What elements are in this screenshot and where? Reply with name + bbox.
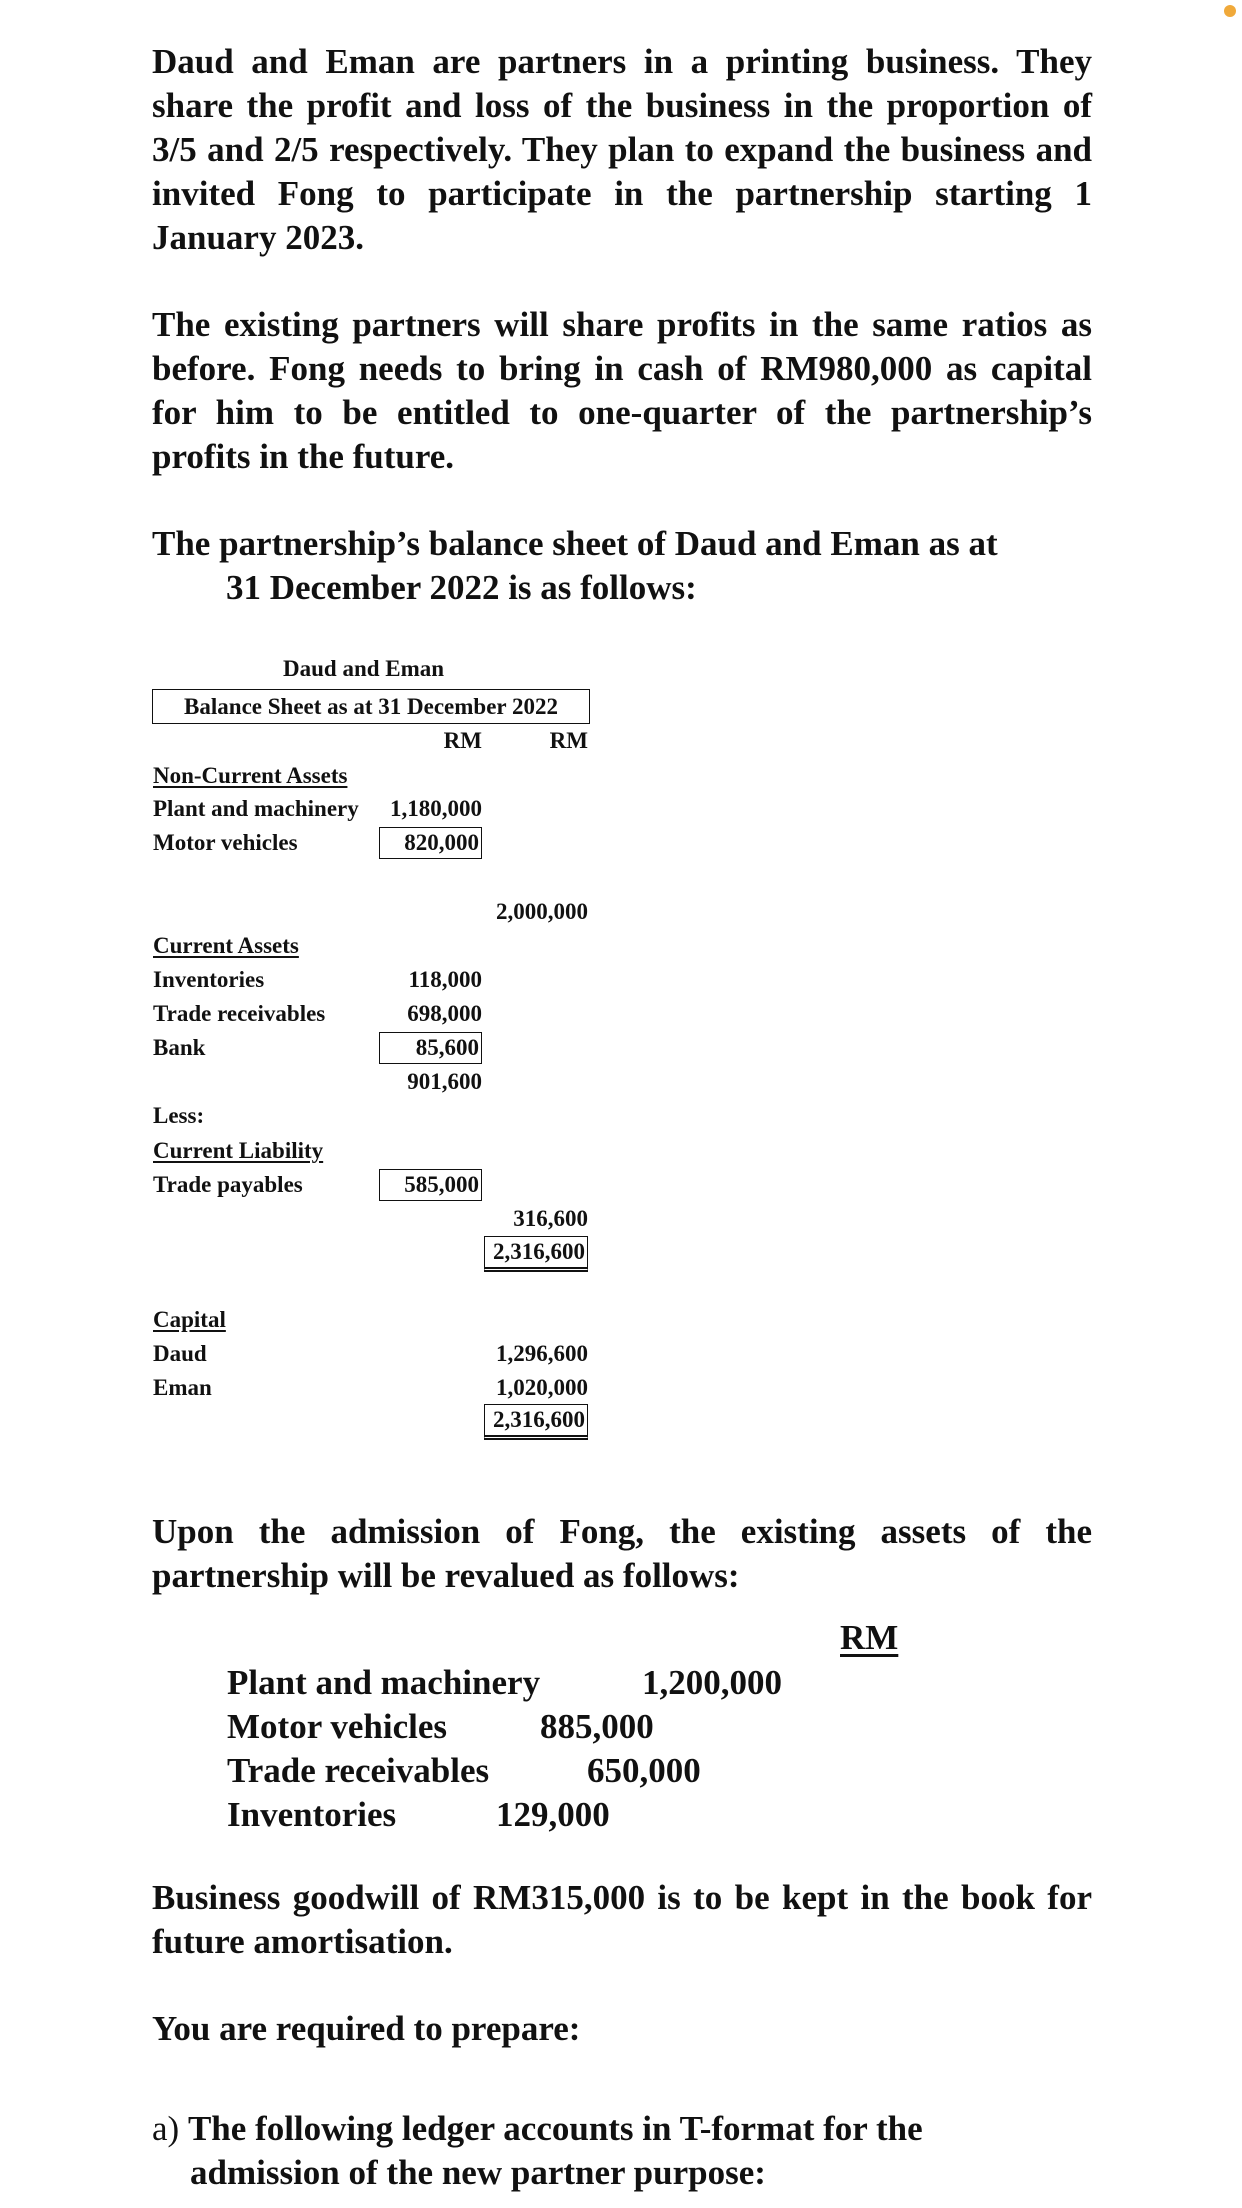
receivables-value: 698,000 (407, 1001, 482, 1026)
goodwill-paragraph: Business goodwill of RM315,000 is to be kept in the book for future amortisation. (152, 1878, 1092, 1961)
part-a-line-1: The following ledger accounts in T-format for the (187, 2109, 923, 2148)
bank-label: Bank (153, 1035, 206, 1060)
reval-receivables-label: Trade receivables (227, 1751, 490, 1790)
payables-label: Trade payables (153, 1172, 303, 1197)
part-a-line-2: admission of the new partner purpose: (190, 2153, 766, 2192)
inventories-label: Inventories (153, 967, 265, 992)
current-assets-heading: Current Assets (153, 933, 299, 958)
balance-sheet-title: Balance Sheet as at 31 December 2022 (152, 689, 590, 724)
inventories-value: 118,000 (408, 967, 482, 992)
intro-paragraph-3-line-2: 31 December 2022 is as follows: (226, 568, 697, 607)
required-heading: You are required to prepare: (152, 2009, 581, 2048)
part-a-marker: a) (152, 2109, 180, 2148)
motor-label: Motor vehicles (153, 830, 298, 855)
intro-paragraph-3 (152, 522, 1092, 610)
reval-plant-value: 1,200,000 (642, 1663, 782, 1702)
revaluation-rm-head: RM (840, 1618, 899, 1657)
col1-head: RM (443, 728, 482, 753)
reval-inventories-value: 129,000 (496, 1795, 610, 1834)
intro-paragraph-3-line-1: The partnership’s balance sheet of Daud and Eman as at (152, 524, 998, 563)
eman-capital: 1,020,000 (496, 1375, 588, 1400)
daud-label: Daud (153, 1341, 207, 1366)
plant-label: Plant and machinery (153, 796, 359, 821)
net-assets-total: 2,316,600 (484, 1236, 588, 1272)
revaluation-intro: Upon the admission of Fong, the existing assets of the partnership will be revalued as follows: (152, 1512, 1092, 1595)
daud-capital: 1,296,600 (496, 1341, 588, 1366)
intro-paragraph-2: The existing partners will share profits in the same ratios as before. Fong needs to bring in cash of RM980,000 as capital for him to be entitled to one-quarter of the partnership’s profits in the future. (152, 305, 1092, 476)
working-capital: 316,600 (513, 1206, 588, 1231)
non-current-heading: Non-Current Assets (153, 763, 348, 788)
nca-total: 2,000,000 (496, 899, 588, 924)
balance-sheet-firm: Daud and Eman (283, 656, 445, 681)
eman-label: Eman (153, 1375, 212, 1400)
less-label: Less: (153, 1103, 205, 1128)
reval-inventories-label: Inventories (227, 1795, 397, 1834)
status-dot (1224, 5, 1236, 17)
reval-plant-label: Plant and machinery (227, 1663, 541, 1702)
reval-motor-value: 885,000 (540, 1707, 654, 1746)
payables-value: 585,000 (379, 1169, 482, 1201)
current-liability-heading: Current Liability (153, 1138, 324, 1163)
capital-total: 2,316,600 (484, 1404, 588, 1440)
plant-value: 1,180,000 (390, 796, 482, 821)
motor-value: 820,000 (379, 827, 482, 859)
col2-head: RM (549, 728, 588, 753)
reval-motor-label: Motor vehicles (227, 1707, 447, 1746)
intro-paragraph-1: Daud and Eman are partners in a printing business. They share the profit and loss of the business in the proportion of 3/5 and 2/5 respectively. They plan to expand the business and invited Fong to participate in the partnership starting 1 January 2023. (152, 42, 1092, 257)
receivables-label: Trade receivables (153, 1001, 326, 1026)
capital-heading: Capital (153, 1307, 226, 1332)
bank-value: 85,600 (379, 1032, 482, 1064)
reval-receivables-value: 650,000 (587, 1751, 701, 1790)
part-a (152, 2107, 1092, 2195)
ca-total: 901,600 (407, 1069, 482, 1094)
